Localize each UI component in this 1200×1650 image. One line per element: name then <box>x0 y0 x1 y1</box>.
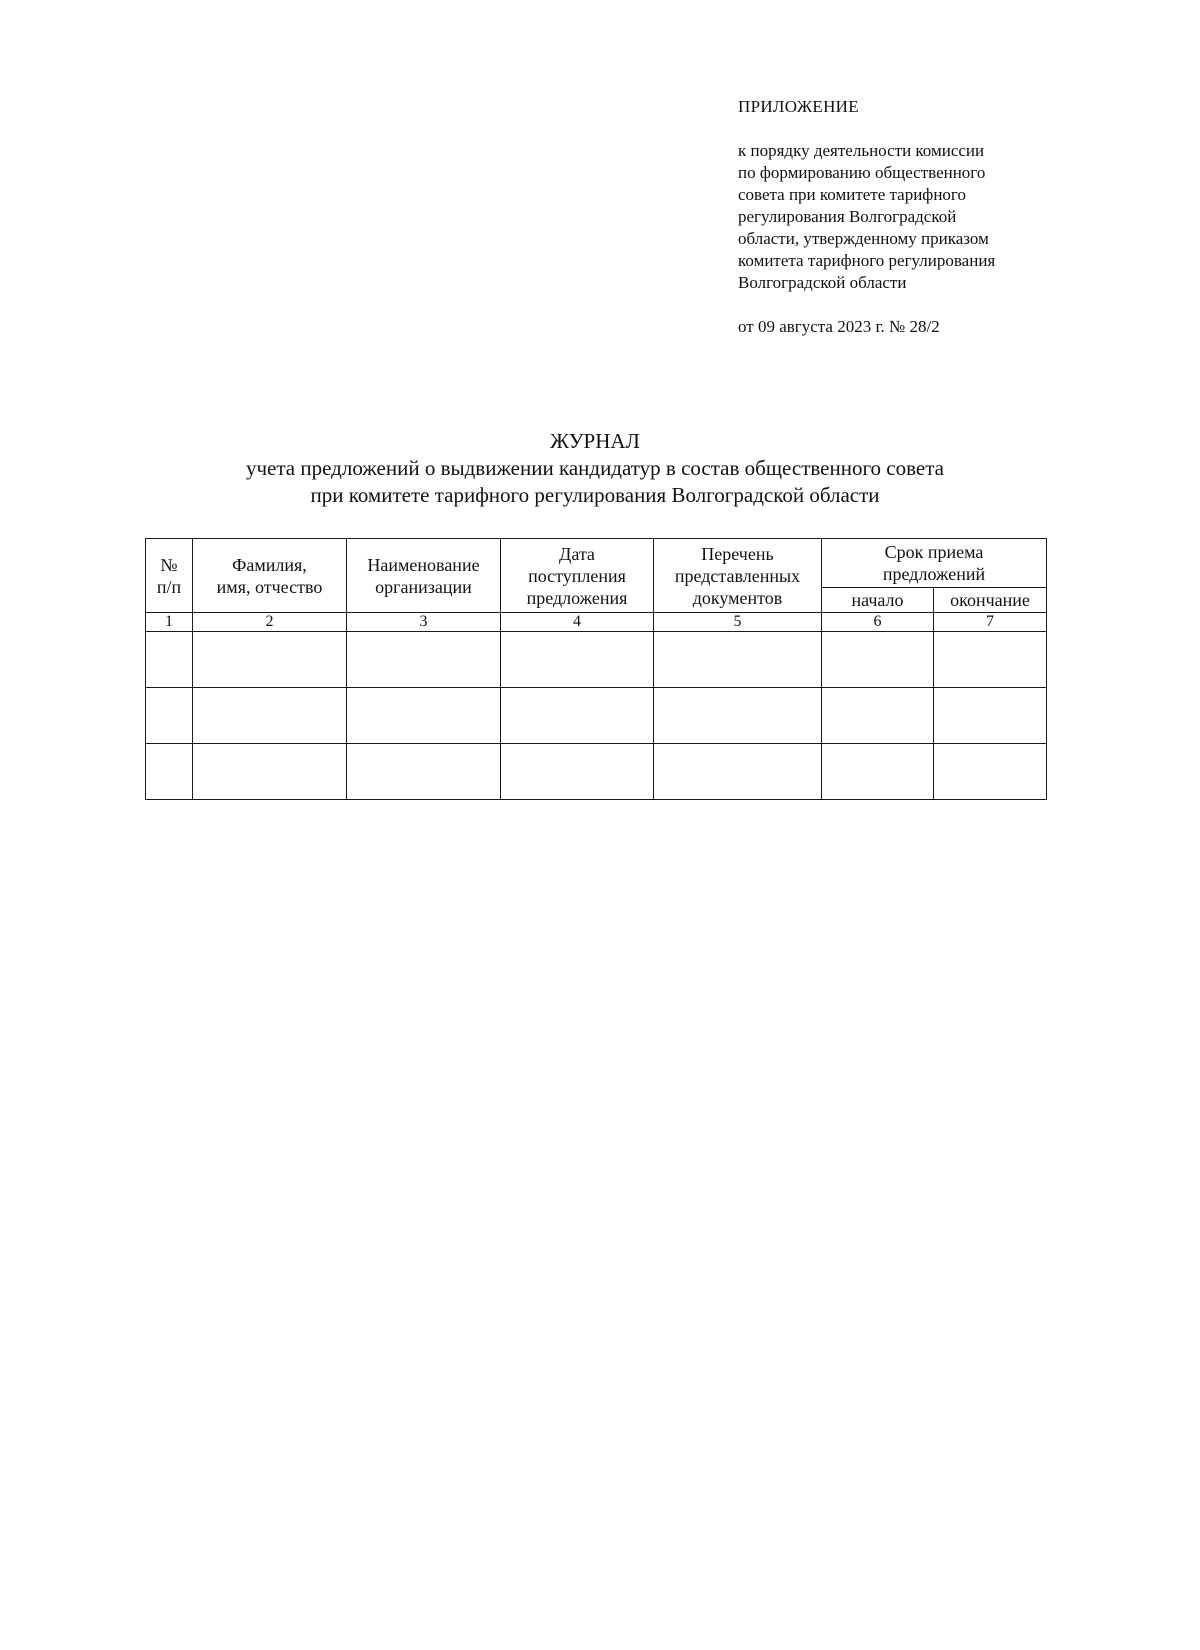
appendix-title: ПРИЛОЖЕНИЕ <box>738 97 859 116</box>
table-cell <box>347 632 501 688</box>
column-number: 5 <box>654 613 822 632</box>
journal-table <box>145 538 1047 800</box>
table-cell <box>654 688 822 744</box>
journal-subtitle-line: учета предложений о выдвижении кандидатур в состав общественного совета <box>245 456 944 480</box>
table-row <box>146 744 1047 800</box>
appendix-basis-line: к порядку деятельности комиссии <box>738 141 985 160</box>
header-organization: Наименование организации <box>347 539 501 613</box>
table-cell <box>146 744 193 800</box>
appendix-basis-line: совета при комитете тарифного <box>738 185 966 204</box>
journal-heading <box>145 428 1045 509</box>
journal-subtitle-line: при комитете тарифного регулирования Волгоградской области <box>310 483 880 507</box>
table-cell <box>193 688 347 744</box>
header-receipt-date: Дата поступления предложения <box>501 539 654 613</box>
table-cell <box>193 744 347 800</box>
table-cell <box>654 632 822 688</box>
header-num: № п/п <box>146 539 193 613</box>
journal-title: ЖУРНАЛ <box>550 429 640 453</box>
table-cell <box>193 632 347 688</box>
table-cell <box>146 632 193 688</box>
column-number: 4 <box>501 613 654 632</box>
appendix-basis <box>738 140 1058 294</box>
header-fio: Фамилия, имя, отчество <box>193 539 347 613</box>
table-cell <box>934 688 1047 744</box>
header-acceptance-period: Срок приема предложений <box>822 539 1047 588</box>
header-start: начало <box>822 588 934 613</box>
table-cell <box>347 688 501 744</box>
column-number: 2 <box>193 613 347 632</box>
table-cell <box>501 688 654 744</box>
table-cell <box>934 744 1047 800</box>
table-cell <box>822 744 934 800</box>
appendix-block <box>738 96 1058 338</box>
table-cell <box>934 632 1047 688</box>
table-cell <box>822 632 934 688</box>
column-number: 7 <box>934 613 1047 632</box>
header-documents: Перечень представленных документов <box>654 539 822 613</box>
table-cell <box>501 744 654 800</box>
appendix-basis-line: Волгоградской области <box>738 273 907 292</box>
table-row <box>146 632 1047 688</box>
table-row <box>146 688 1047 744</box>
table-cell <box>501 632 654 688</box>
table-cell <box>822 688 934 744</box>
column-number-row <box>146 613 1047 632</box>
header-end: окончание <box>934 588 1047 613</box>
table-cell <box>146 688 193 744</box>
column-number: 1 <box>146 613 193 632</box>
table-cell <box>654 744 822 800</box>
column-number: 3 <box>347 613 501 632</box>
appendix-basis-line: регулирования Волгоградской <box>738 207 957 226</box>
column-number: 6 <box>822 613 934 632</box>
appendix-basis-line: по формированию общественного <box>738 163 986 182</box>
order-date: от 09 августа 2023 г. № 28/2 <box>738 317 940 336</box>
table-cell <box>347 744 501 800</box>
appendix-basis-line: области, утвержденному приказом <box>738 229 989 248</box>
appendix-basis-line: комитета тарифного регулирования <box>738 251 996 270</box>
